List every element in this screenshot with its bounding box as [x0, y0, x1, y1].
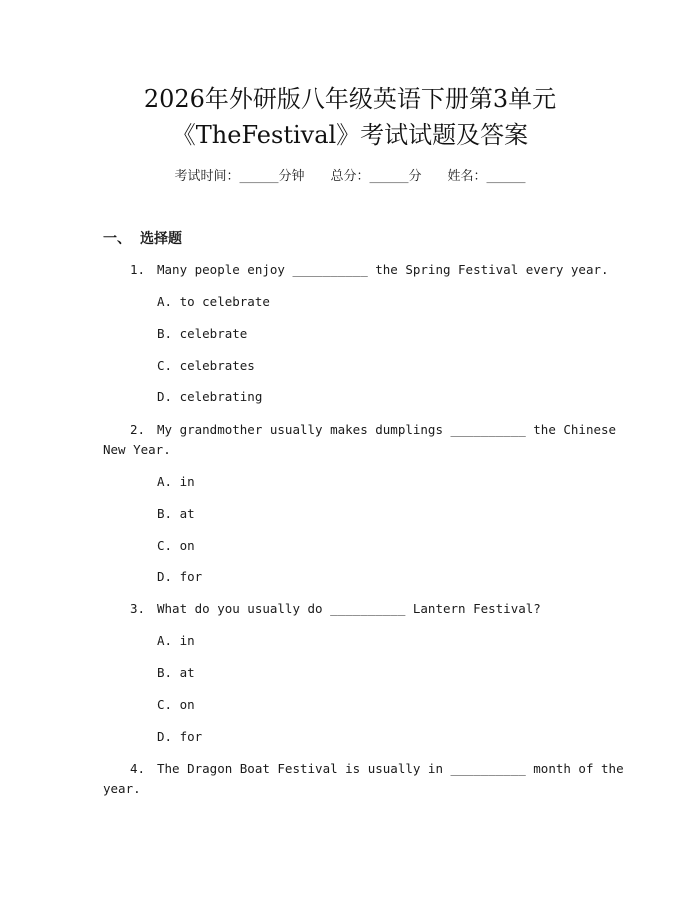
- question-3: [103, 599, 583, 619]
- question-3-option-a: A. in: [157, 633, 195, 648]
- question-1: [103, 260, 609, 280]
- question-text: Many people enjoy __________ the Spring Festival every year.: [157, 262, 609, 277]
- question-2-option-a: A. in: [157, 474, 195, 489]
- question-1-option-a: A. to celebrate: [157, 294, 270, 309]
- exam-title-line-1: 2026年外研版八年级英语下册第3单元: [143, 85, 557, 113]
- question-number: 4.: [130, 761, 146, 776]
- question-1-option-c: C. celebrates: [157, 358, 255, 373]
- question-1-option-d: D. celebrating: [157, 389, 263, 404]
- section-number: 一、: [103, 231, 131, 247]
- question-text: My grandmother usually makes dumplings __________ the Chinese: [157, 422, 617, 437]
- exam-title-line-2: 《TheFestival》考试试题及答案: [171, 121, 529, 149]
- question-3-option-d: D. for: [157, 729, 203, 744]
- section-heading: [103, 229, 182, 249]
- question-2-option-b: B. at: [157, 506, 195, 521]
- question-2-option-d: D. for: [157, 569, 203, 584]
- question-text: What do you usually do __________ Lantern Festival?: [157, 601, 541, 616]
- question-1-option-b: B. celebrate: [157, 326, 248, 341]
- question-text: The Dragon Boat Festival is usually in __________ month of the: [157, 761, 624, 776]
- question-number: 2.: [130, 422, 146, 437]
- student-name-field: 姓名：______: [447, 169, 526, 184]
- question-2-option-c: C. on: [157, 538, 195, 553]
- question-3-option-b: B. at: [157, 665, 195, 680]
- exam-meta: [0, 168, 700, 186]
- question-text-continued: New Year.: [103, 442, 171, 457]
- question-3-option-c: C. on: [157, 697, 195, 712]
- question-text-continued: year.: [103, 781, 141, 796]
- question-4: [103, 759, 624, 799]
- question-number: 3.: [130, 601, 146, 616]
- question-2: [103, 420, 617, 460]
- question-number: 1.: [130, 262, 146, 277]
- exam-time-field: 考试时间：______分钟: [174, 169, 305, 184]
- total-score-field: 总分：______分: [330, 169, 422, 184]
- section-title: 选择题: [140, 231, 182, 247]
